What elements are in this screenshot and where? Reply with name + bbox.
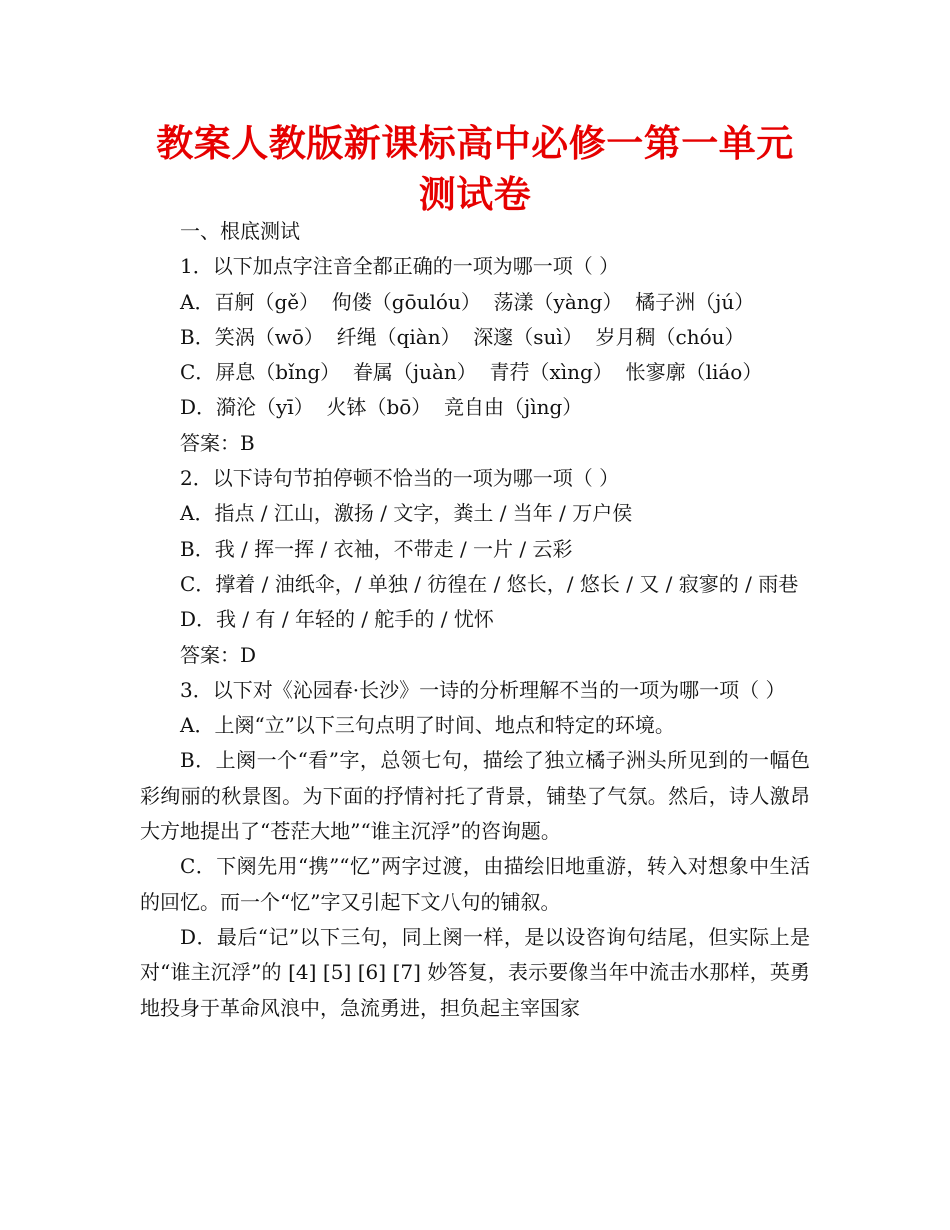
question-2-option-d: D．我 / 有 / 年轻的 / 舵手的 / 忧怀 (180, 607, 494, 632)
document-title: 教案人教版新课标高中必修一第一单元测试卷 (156, 122, 794, 216)
question-3-stem: 3．以下对《沁园春·长沙》一诗的分析理解不当的一项为哪一项（ ） (180, 677, 786, 702)
document-body (140, 214, 810, 1026)
question-2-stem: 2．以下诗句节拍停顿不恰当的一项为哪一项（ ） (180, 466, 620, 491)
question-1-stem: 1．以下加点字注音全都正确的一项为哪一项（ ） (180, 254, 620, 279)
question-3-option-c: C．下阕先用“携”“忆”两字过渡，由描绘旧地重游，转入对想象中生活的回忆。而一个“忆”字又引起下文八句的铺叙。 (140, 854, 810, 914)
question-2-option-a: A．指点 / 江山，激扬 / 文字，粪土 / 当年 / 万户侯 (180, 501, 633, 526)
question-1-option-c: C．屏息（bǐng） 眷属（juàn） 青荇（xìng） 怅寥廓（liáo） (180, 360, 763, 385)
question-1-option-a: A．百舸（gě） 佝偻（gōulóu） 荡漾（yàng） 橘子洲（jú） (180, 289, 755, 314)
question-3-option-b: B．上阕一个“看”字，总领七句，描绘了独立橘子洲头所见到的一幅色彩绚丽的秋景图。为下面的抒情衬托了背景，铺垫了气氛。然后，诗人激昂大方地提出了“苍茫大地”“谁主沉浮”的咨询题。 (140, 748, 810, 844)
question-1-option-b: B．笑涡（wō） 纤绳（qiàn） 深邃（suì） 岁月稠（chóu） (180, 324, 745, 349)
question-1-option-d: D．漪沦（yī） 火钵（bō） 竞自由（jìng） (180, 395, 583, 420)
question-3-option-d: D．最后“记”以下三句，同上阕一样，是以设咨询句结尾，但实际上是对“谁主沉浮”的 [4] [5] [6] [7] 妙答复，表示要像当年中流击水那样，英勇地投身于革命风浪中，急流勇进，担负起主宰国家 (140, 924, 810, 1020)
question-2-answer: 答案：D (180, 642, 257, 667)
section-heading: 一、根底测试 (180, 219, 300, 243)
question-2-option-c: C．撑着 / 油纸伞，/ 单独 / 彷徨在 / 悠长，/ 悠长 / 又 / 寂寥的 / 雨巷 (180, 571, 799, 596)
question-3-option-a: A．上阕“立”以下三句点明了时间、地点和特定的环境。 (180, 713, 675, 738)
question-1-answer: 答案：B (180, 430, 255, 455)
question-2-option-b: B．我 / 挥一挥 / 衣袖，不带走 / 一片 / 云彩 (180, 536, 573, 561)
